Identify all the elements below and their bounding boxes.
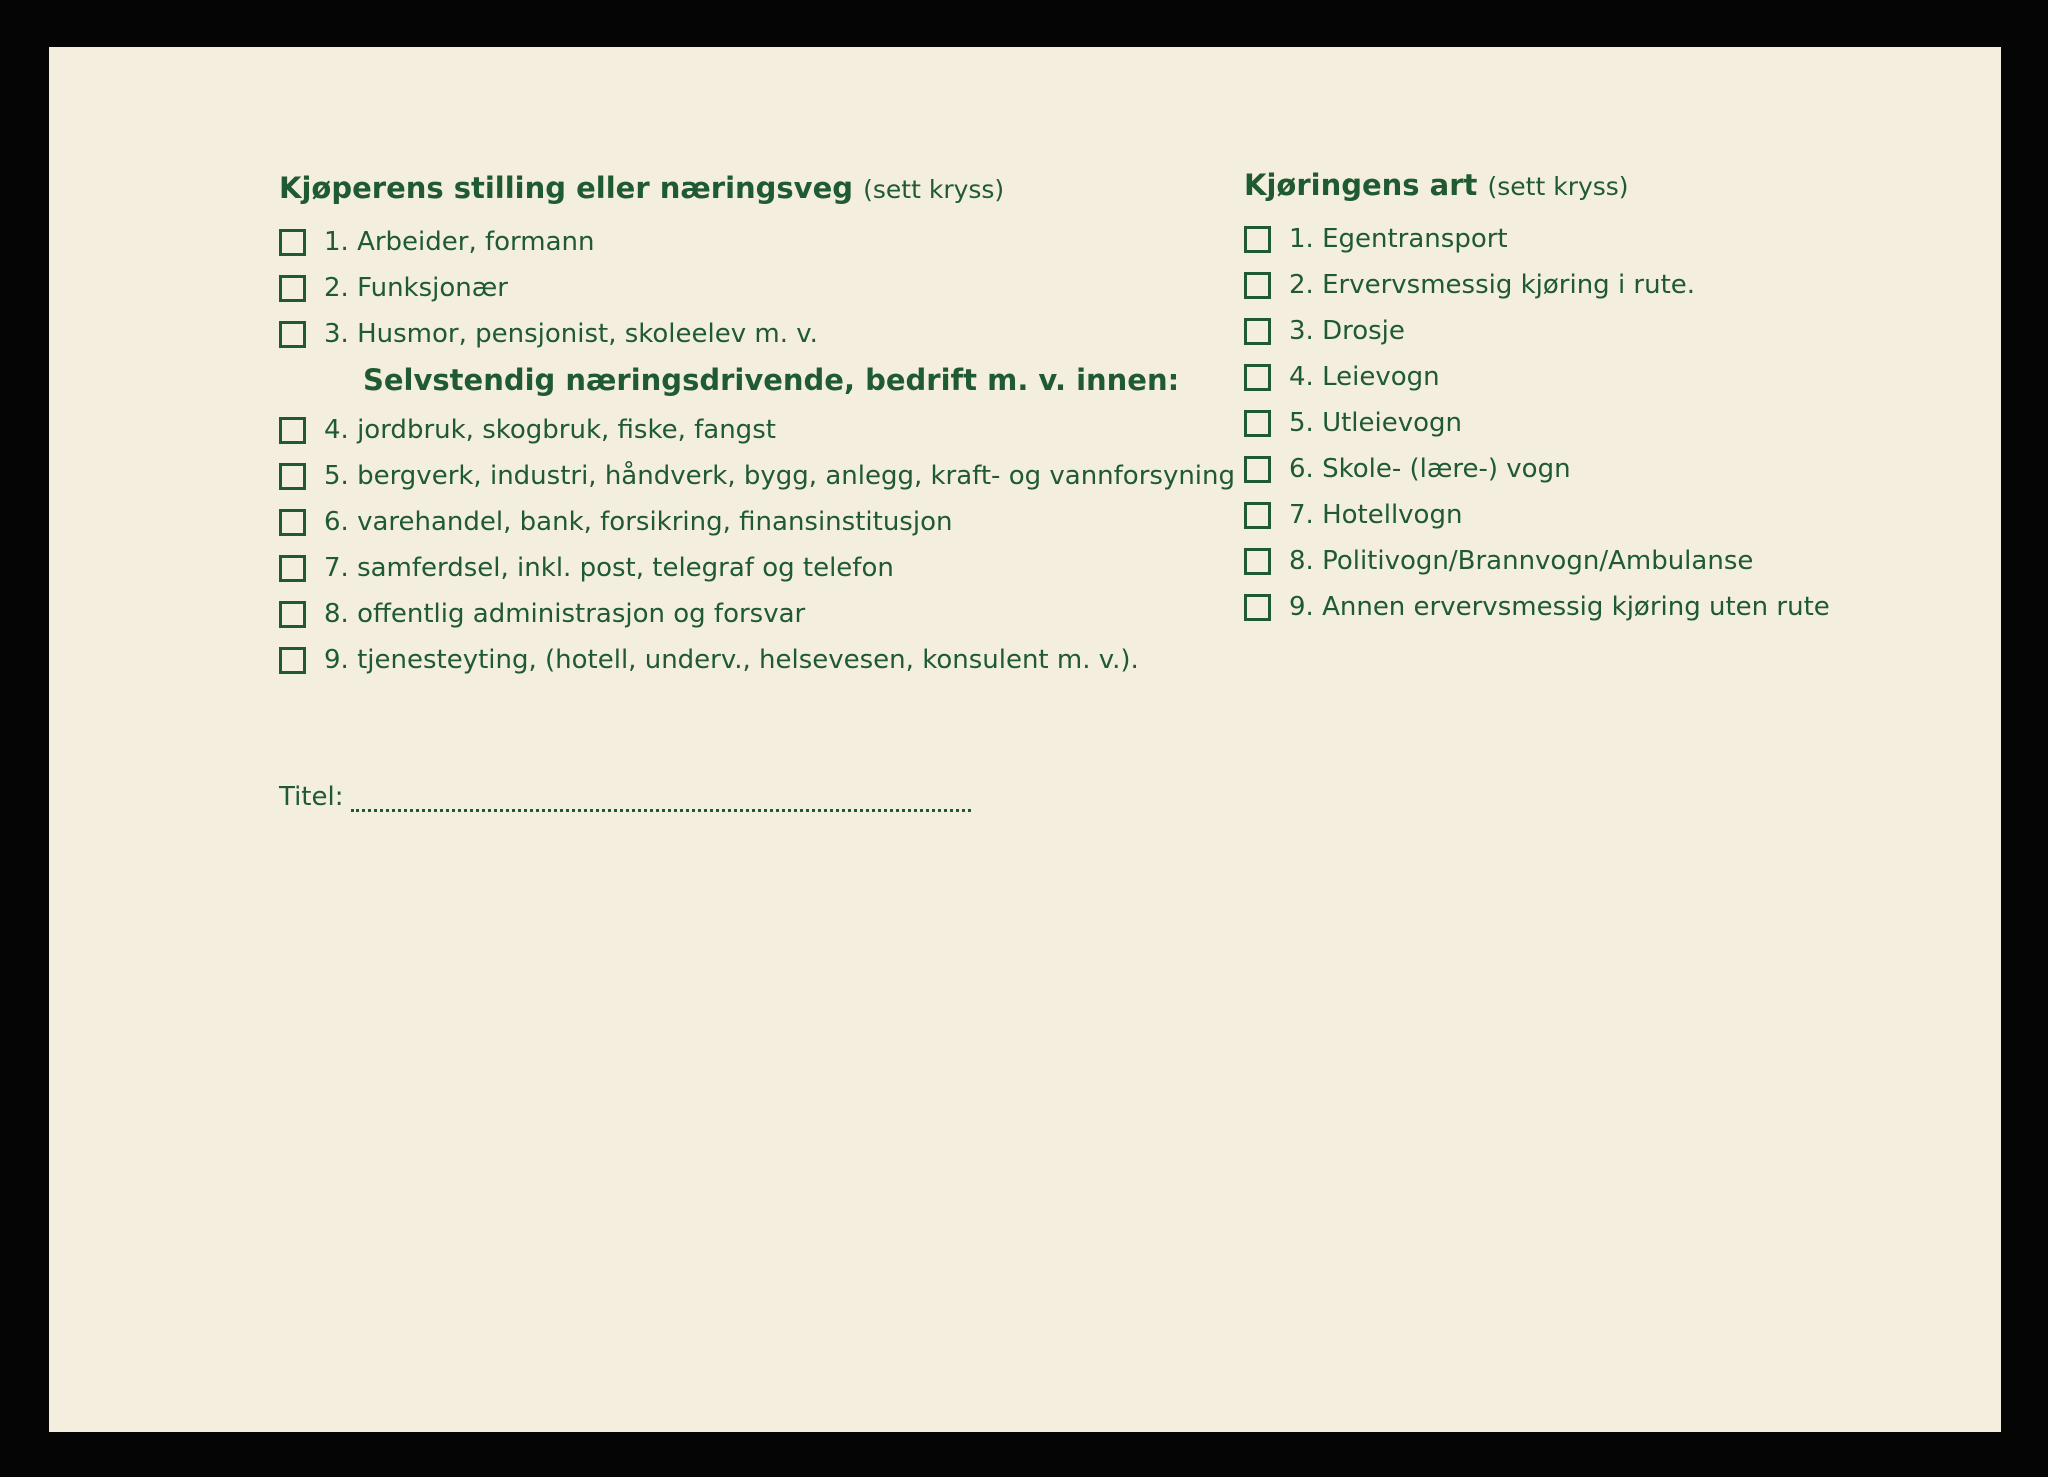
checkbox[interactable] <box>1244 410 1271 437</box>
checkbox[interactable] <box>1244 272 1271 299</box>
driving-type-heading-text: Kjøringens art <box>1244 168 1478 202</box>
buyer-occupation-heading-text: Kjøperens stilling eller næringsveg <box>279 171 854 205</box>
occupation-option-4 <box>279 407 1235 453</box>
option-label: 6. varehandel, bank, forsikring, finansinstitusjon <box>324 507 953 537</box>
driving-option-4 <box>1244 354 1830 400</box>
checkbox[interactable] <box>279 647 306 674</box>
option-label: 5. Utleievogn <box>1289 408 1463 438</box>
driving-option-6 <box>1244 446 1830 492</box>
option-label: 9. Annen ervervsmessig kjøring uten rute <box>1289 592 1830 622</box>
checkbox[interactable] <box>279 417 306 444</box>
form-sheet <box>49 47 2001 1432</box>
occupation-option-3 <box>279 311 1235 357</box>
driving-option-8 <box>1244 538 1830 584</box>
checkbox[interactable] <box>1244 364 1271 391</box>
title-label: Titel: <box>279 782 344 812</box>
driving-type-section <box>1244 168 1830 630</box>
driving-option-9 <box>1244 584 1830 630</box>
occupation-option-2 <box>279 265 1235 311</box>
occupation-option-9 <box>279 637 1235 683</box>
buyer-occupation-heading-note: (sett kryss) <box>863 175 1005 204</box>
checkbox[interactable] <box>1244 318 1271 345</box>
checkbox[interactable] <box>279 463 306 490</box>
option-label: 6. Skole- (lære-) vogn <box>1289 454 1571 484</box>
option-label: 2. Funksjonær <box>324 273 508 303</box>
checkbox[interactable] <box>279 229 306 256</box>
checkbox[interactable] <box>279 509 306 536</box>
checkbox[interactable] <box>1244 502 1271 529</box>
checkbox[interactable] <box>1244 548 1271 575</box>
checkbox[interactable] <box>279 601 306 628</box>
title-field <box>279 782 971 812</box>
option-label: 4. Leievogn <box>1289 362 1440 392</box>
driving-type-heading-note: (sett kryss) <box>1487 172 1629 201</box>
checkbox[interactable] <box>1244 456 1271 483</box>
driving-option-3 <box>1244 308 1830 354</box>
driving-type-heading <box>1244 168 1830 202</box>
option-label: 4. jordbruk, skogbruk, fiske, fangst <box>324 415 776 445</box>
option-label: 3. Drosje <box>1289 316 1405 346</box>
driving-option-7 <box>1244 492 1830 538</box>
occupation-option-6 <box>279 499 1235 545</box>
driving-option-2 <box>1244 262 1830 308</box>
option-label: 9. tjenesteyting, (hotell, underv., helsevesen, konsulent m. v.). <box>324 645 1139 675</box>
occupation-option-8 <box>279 591 1235 637</box>
option-label: 5. bergverk, industri, håndverk, bygg, anlegg, kraft- og vannforsyning <box>324 461 1236 491</box>
buyer-occupation-heading <box>279 171 1235 205</box>
option-label: 8. offentlig administrasjon og forsvar <box>324 599 806 629</box>
option-label: 1. Arbeider, formann <box>324 227 595 257</box>
occupation-option-7 <box>279 545 1235 591</box>
option-label: 1. Egentransport <box>1289 224 1508 254</box>
option-label: 7. Hotellvogn <box>1289 500 1463 530</box>
checkbox[interactable] <box>279 555 306 582</box>
driving-option-5 <box>1244 400 1830 446</box>
buyer-occupation-section <box>279 171 1235 683</box>
occupation-option-1 <box>279 219 1235 265</box>
checkbox[interactable] <box>279 275 306 302</box>
option-label: 7. samferdsel, inkl. post, telegraf og telefon <box>324 553 894 583</box>
option-label: 3. Husmor, pensjonist, skoleelev m. v. <box>324 319 818 349</box>
checkbox[interactable] <box>279 321 306 348</box>
occupation-option-5 <box>279 453 1235 499</box>
option-label: 8. Politivogn/Brannvogn/Ambulanse <box>1289 546 1754 576</box>
driving-option-1 <box>1244 216 1830 262</box>
option-label: 2. Ervervsmessig kjøring i rute. <box>1289 270 1696 300</box>
title-input-line[interactable] <box>351 789 971 812</box>
self-employed-subheading: Selvstendig næringsdrivende, bedrift m. v. innen: <box>363 363 1180 397</box>
checkbox[interactable] <box>1244 594 1271 621</box>
checkbox[interactable] <box>1244 226 1271 253</box>
